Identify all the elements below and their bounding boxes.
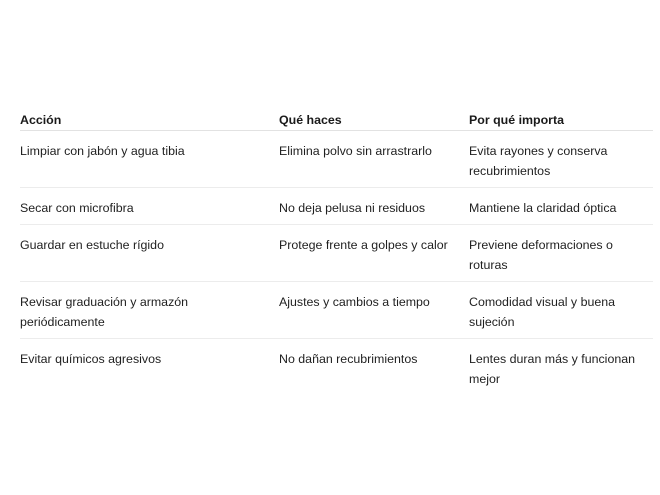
cell-que-haces: Protege frente a golpes y calor (279, 238, 448, 252)
table-row (20, 339, 653, 396)
header-por-que-importa: Por qué importa (469, 113, 565, 127)
table-row (20, 282, 653, 339)
header-accion: Acción (20, 113, 62, 127)
table-row (20, 225, 653, 282)
cell-por-que-importa: Previene deformaciones o roturas (469, 238, 613, 272)
cell-accion: Evitar químicos agresivos (20, 352, 162, 366)
table-row (20, 188, 653, 225)
header-que-haces: Qué haces (279, 113, 342, 127)
cell-que-haces: No deja pelusa ni residuos (279, 201, 426, 215)
cell-accion: Revisar graduación y armazón periódicamente (20, 295, 189, 329)
cell-por-que-importa: Mantiene la claridad óptica (469, 201, 617, 215)
cell-que-haces: No dañan recubrimientos (279, 352, 418, 366)
table-row (20, 131, 653, 188)
cell-por-que-importa: Lentes duran más y funcionan mejor (469, 352, 636, 386)
cell-por-que-importa: Comodidad visual y buena sujeción (469, 295, 616, 329)
cell-accion: Limpiar con jabón y agua tibia (20, 144, 185, 158)
cell-por-que-importa: Evita rayones y conserva recubrimientos (469, 144, 608, 178)
cell-que-haces: Ajustes y cambios a tiempo (279, 295, 430, 309)
table-header-row (20, 104, 653, 131)
care-table (20, 104, 653, 396)
cell-accion: Guardar en estuche rígido (20, 238, 164, 252)
cell-que-haces: Elimina polvo sin arrastrarlo (279, 144, 432, 158)
cell-accion: Secar con microfibra (20, 201, 134, 215)
